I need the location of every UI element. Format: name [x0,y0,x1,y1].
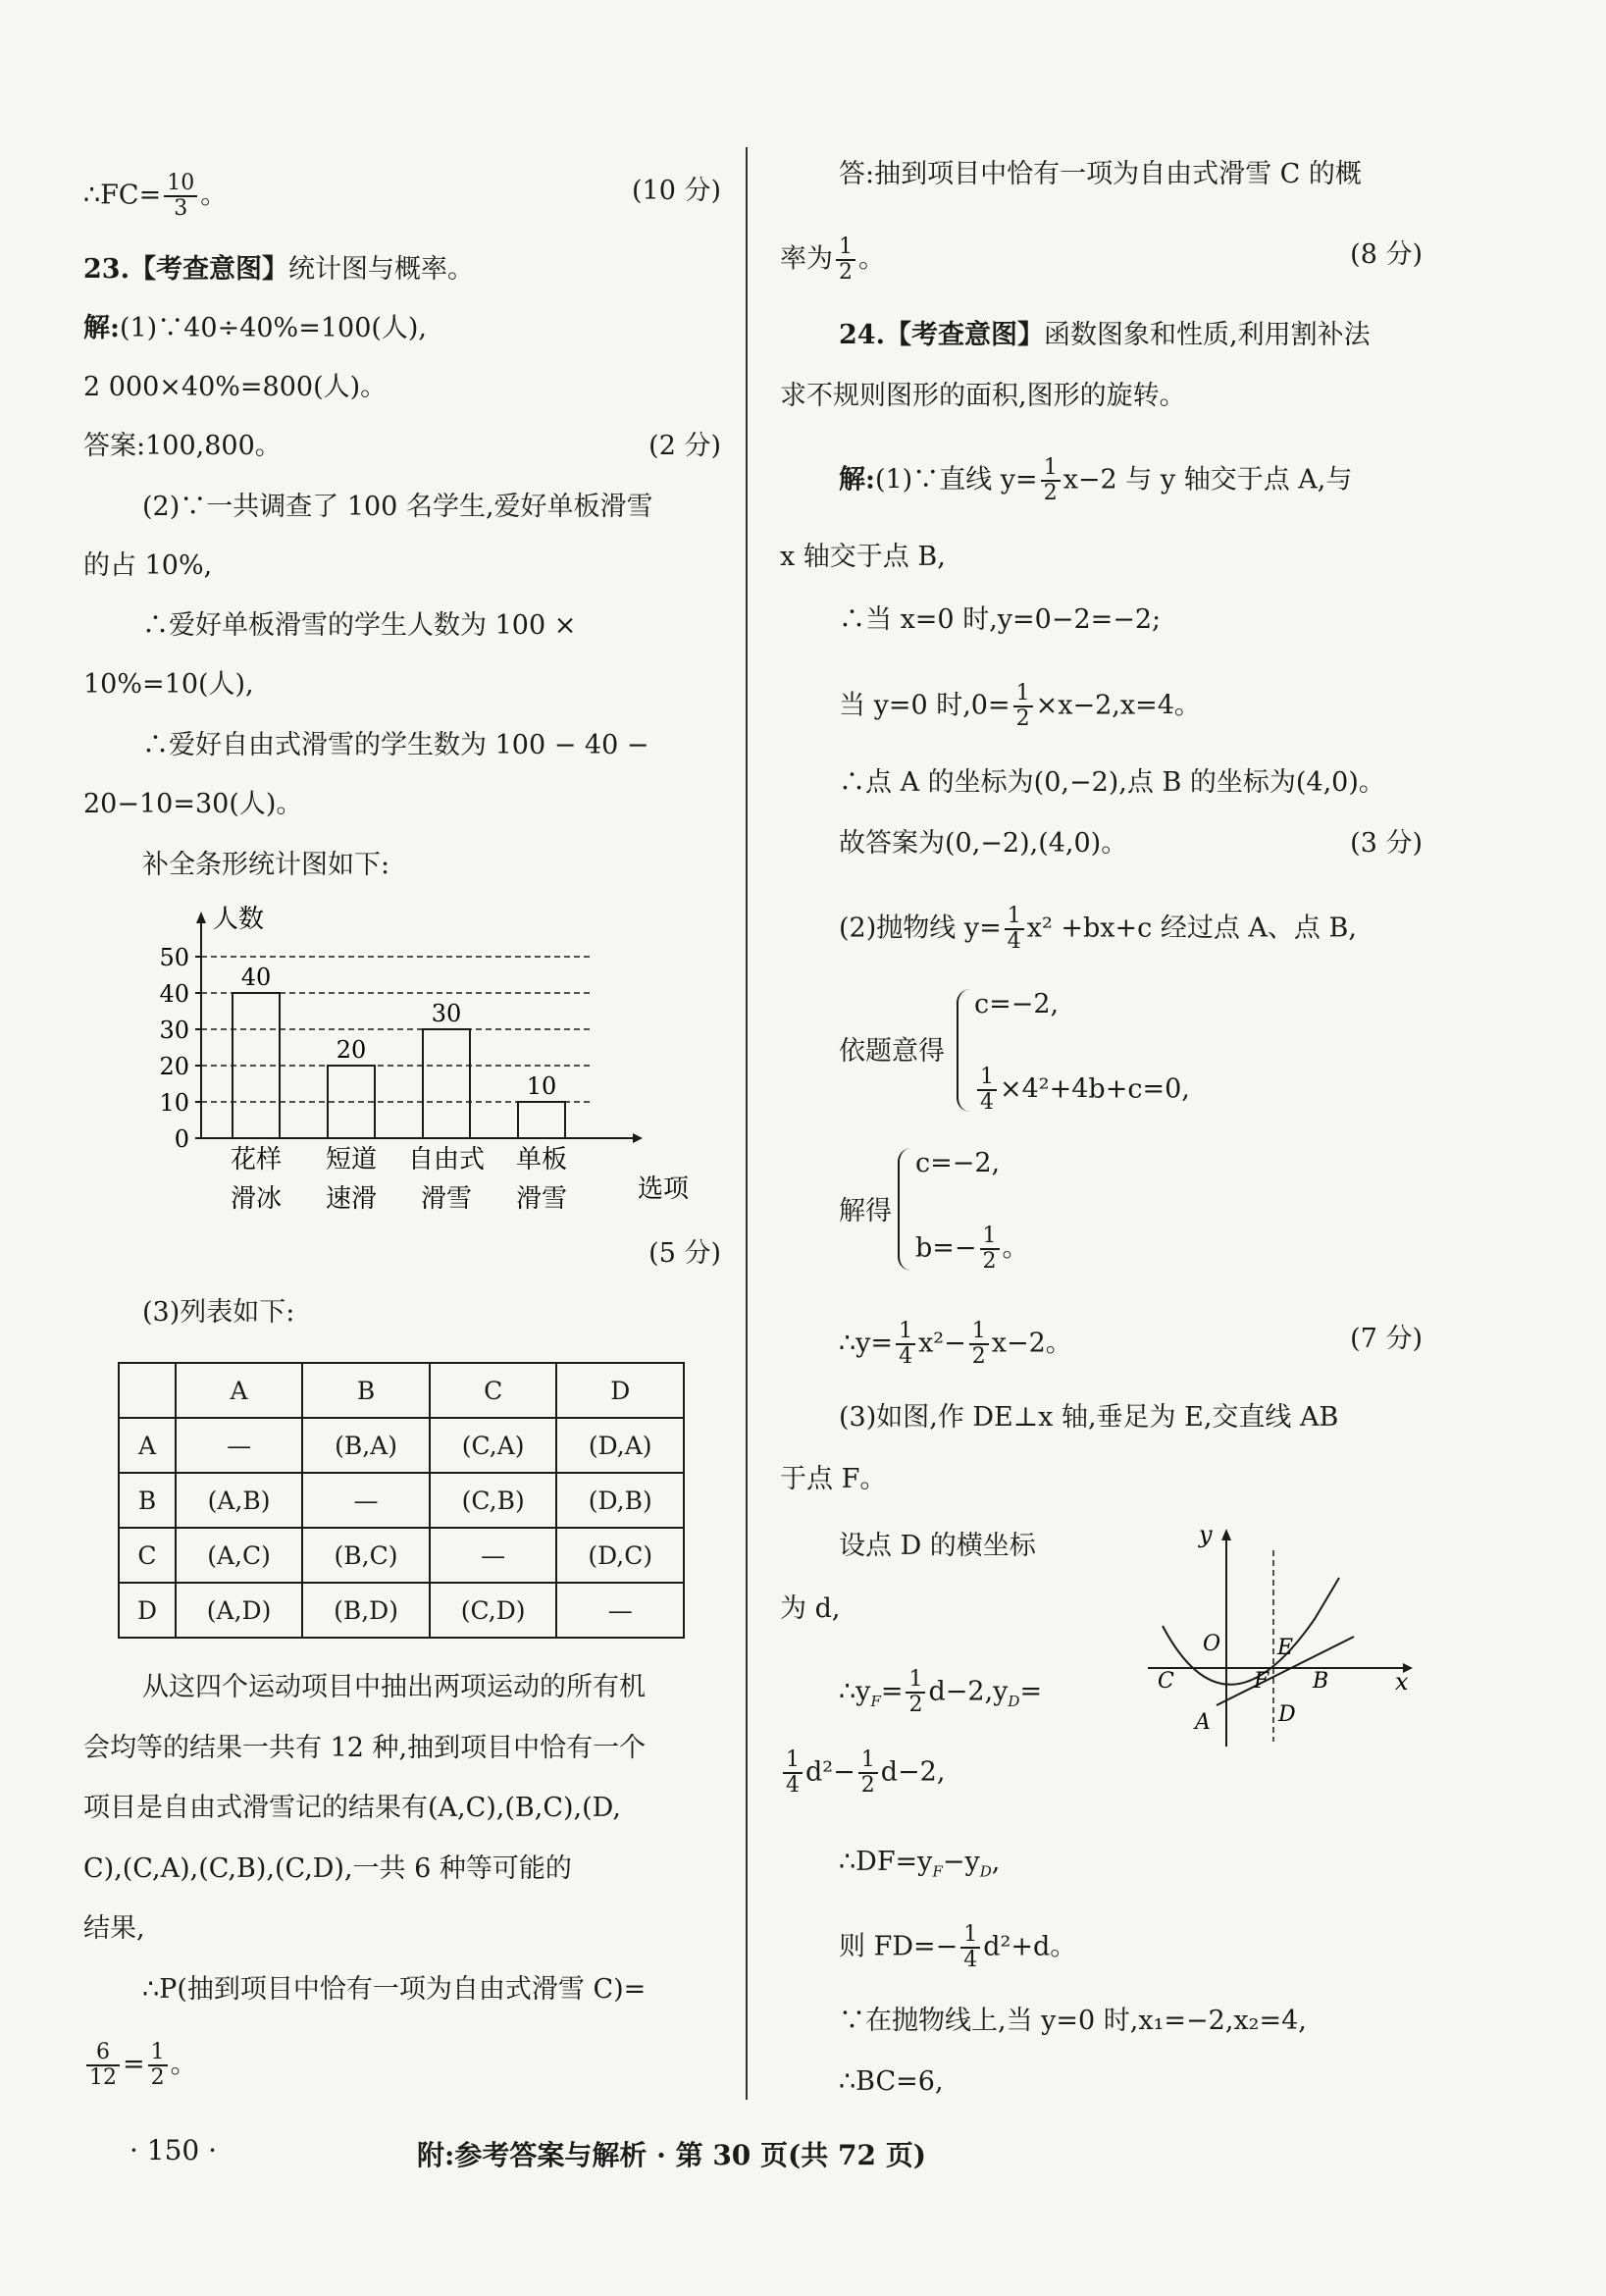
probability-result: $\frac{6}{12}$ = $\frac{1}{2}$ 。 [83,2041,721,2090]
table-cell: A [119,1418,176,1473]
q23-p2-line-1: (2)∵一共调查了 100 名学生,爱好单板滑雪 [142,492,653,522]
bc-line: ∴BC=6, [839,2066,944,2097]
q23-p2-line-4: 10%=10(人), [83,669,254,700]
y-axis-title: 人数 [213,905,265,934]
system1-label: 依题意得 [839,1036,945,1067]
label-y: y [1199,1521,1213,1548]
q23-p2-line-7: 补全条形统计图如下: [142,850,390,880]
table-cell: (B,C) [302,1528,430,1583]
q24-s5: ∴点 A 的坐标为(0,−2),点 B 的坐标为(4,0)。 [839,767,1385,798]
bar [423,1029,470,1138]
x-category-label: 速滑 [325,1184,378,1214]
roots-line: ∵在抛物线上,当 y=0 时,x₁=−2,x₂=4, [839,2006,1307,2036]
system2-label: 解得 [839,1196,892,1226]
x-category-label: 滑雪 [515,1184,568,1214]
table-cell: (A,D) [176,1583,302,1638]
q23-p2-line-6: 20−10=30(人)。 [83,789,303,819]
yd-line: $\frac{1}{4}$ d²− $\frac{1}{2}$ d−2, [780,1748,1423,1798]
q24-p3-line-4: 为 d, [780,1593,841,1624]
y-axis-arrow [196,912,206,923]
q23-p3-line-6: 结果, [83,1913,145,1944]
footer-title: 附:参考答案与解析 · 第 30 页(共 72 页) [417,2139,926,2171]
table-cell: A [176,1363,302,1418]
q24-s6: 故答案为(0,−2),(4,0)。 (3 分) [780,824,1423,863]
df-line: $\therefore DF=y_F-y_D$, [839,1847,1001,1881]
bar-value-label: 40 [240,964,272,991]
label-f: F [1254,1669,1269,1694]
q23-p3-line-2: 从这四个运动项目中抽出两项运动的所有机 [142,1672,646,1702]
system1-brace [957,989,972,1112]
q23-final-answer-1: 答:抽到项目中恰有一项为自由式滑雪 C 的概 [839,159,1362,189]
bar-value-label: 10 [526,1072,557,1100]
bar-chart [123,898,731,1222]
yf-line: $\therefore y_F=$ $\frac{1}{2}$ $d-2,y_D=$ [839,1667,1043,1717]
score: (8 分) [1350,239,1423,270]
y-tick-label: 0 [174,1125,189,1153]
table-cell: (C,B) [430,1473,557,1528]
label-o: O [1203,1632,1221,1656]
x-axis-title: 选项 [638,1174,690,1204]
q24-p3-line-1: (3)如图,作 DE⊥x 轴,垂足为 E,交直线 AB [839,1402,1339,1433]
q24-p2: (2)抛物线 y= $\frac{1}{4}$ x² +bx+c 经过点 A、点 B, [839,904,1357,954]
q24-s4: 当 y=0 时,0= $\frac{1}{2}$ ×x−2,x=4。 [839,681,1201,731]
y-axis-arrow [1221,1529,1231,1540]
table-row [119,1528,684,1583]
y-tick-label: 20 [159,1053,189,1080]
outcome-table [118,1362,685,1639]
label-c: C [1158,1669,1174,1694]
table-cell: (D,A) [556,1418,684,1473]
bar-value-label: 30 [431,1000,462,1027]
y-tick-label: 30 [159,1017,189,1044]
q24-s1: 解:(1)∵直线 y= $\frac{1}{2}$ x−2 与 y 轴交于点 A,与 [839,455,1353,505]
system1-eq1: c=−2, [974,989,1060,1019]
table-cell: (D,C) [556,1528,684,1583]
fc-result-line: ∴FC= $\frac{10}{3}$ 。 (10 分) [83,171,721,221]
q24-heading-2: 求不规则图形的面积,图形的旋转。 [780,381,1186,411]
table-cell: B [302,1363,430,1418]
x-category-label: 花样 [230,1145,283,1174]
score: (2 分) [648,431,721,461]
y-tick-label: 50 [159,944,189,971]
bar [518,1102,565,1138]
q23-sol-line-1: 解:(1)∵40÷40%=100(人), [83,313,428,343]
q23-p2-line-5: ∴爱好自由式滑雪的学生数为 100 − 40 − [142,730,649,760]
q23-p3-line-1: (3)列表如下: [142,1297,295,1328]
q24-s3: ∴当 x=0 时,y=0−2=−2; [839,604,1162,635]
table-cell: C [119,1528,176,1583]
label-e: E [1277,1636,1294,1660]
q24-heading: 24.【考查意图】函数图象和性质,利用割补法 [839,320,1371,350]
y-tick-label: 40 [159,980,189,1008]
q24-p3-line-3: 设点 D 的横坐标 [839,1531,1036,1561]
table-cell: — [556,1583,684,1638]
table-cell: (B,D) [302,1583,430,1638]
table-cell: (C,A) [430,1418,557,1473]
table-cell [119,1363,176,1418]
score: (10 分) [631,176,721,206]
table-cell: — [430,1528,557,1583]
q23-p2-line-2: 的占 10%, [83,550,213,581]
table-cell: D [556,1363,684,1418]
q23-heading: 23.【考查意图】统计图与概率。 [83,254,474,285]
label-a: A [1195,1710,1211,1735]
score: (3 分) [1350,828,1423,859]
x-category-label: 滑冰 [230,1184,283,1214]
label-b: B [1313,1669,1329,1694]
table-cell: — [302,1473,430,1528]
table-cell: (A,B) [176,1473,302,1528]
x-category-label: 自由式 [407,1145,486,1174]
table-cell: D [119,1583,176,1638]
fd-line: 则 FD=− $\frac{1}{4}$ d²+d。 [839,1922,1077,1972]
score: (7 分) [1350,1324,1423,1354]
system1-eq2: $\frac{1}{4}$ ×4²+4b+c=0, [974,1066,1423,1115]
q23-final-answer-2: 率为 $\frac{1}{2}$ 。 (8 分) [780,235,1423,285]
q23-p3-line-3: 会均等的结果一共有 12 种,抽到项目中恰有一个 [83,1733,647,1763]
q23-p3-line-4: 项目是自由式滑雪记的结果有(A,C),(B,C),(D, [83,1793,621,1823]
q23-p3-line-5: C),(C,A),(C,B),(C,D),一共 6 种等可能的 [83,1853,572,1884]
label-x: x [1395,1668,1409,1696]
x-category-label: 滑雪 [420,1184,473,1214]
q23-p3-line-7: ∴P(抽到项目中恰有一项为自由式滑雪 C)= [142,1974,647,2005]
table-cell: (B,A) [302,1418,430,1473]
q24-p3-line-2: 于点 F。 [780,1464,887,1494]
y-tick-label: 10 [159,1089,189,1117]
label-d: D [1278,1702,1296,1727]
table-row [119,1418,684,1473]
table-cell: — [176,1418,302,1473]
x-category-label: 单板 [515,1145,568,1174]
system2-eq2: b=− $\frac{1}{2}$ 。 [915,1224,1029,1274]
table-cell: (C,D) [430,1583,557,1638]
q24-p2-result: ∴y= $\frac{1}{4}$ x²− $\frac{1}{2}$ x−2。 (7 分) [839,1319,1423,1369]
x-category-label: 短道 [325,1145,378,1174]
bar-value-label: 20 [336,1036,367,1064]
column-divider [746,147,748,2100]
system2-brace [898,1148,913,1271]
system2-eq1: c=−2, [915,1148,1001,1178]
table-header-row [119,1363,684,1418]
score: (5 分) [648,1238,721,1269]
table-cell: (A,C) [176,1528,302,1583]
table-cell: C [430,1363,557,1418]
table-cell: (D,B) [556,1473,684,1528]
table-row [119,1473,684,1528]
q24-s2: x 轴交于点 B, [780,542,946,572]
table-cell: B [119,1473,176,1528]
q23-answer: 答案:100,800。 (2 分) [83,427,721,466]
q23-p2-line-3: ∴爱好单板滑雪的学生人数为 100 × [142,610,577,641]
q23-sol-line-2: 2 000×40%=800(人)。 [83,372,388,402]
x-axis-arrow [633,1133,643,1143]
page-number: · 150 · [130,2134,218,2166]
parabola-graph [1128,1521,1423,1756]
table-row [119,1583,684,1638]
